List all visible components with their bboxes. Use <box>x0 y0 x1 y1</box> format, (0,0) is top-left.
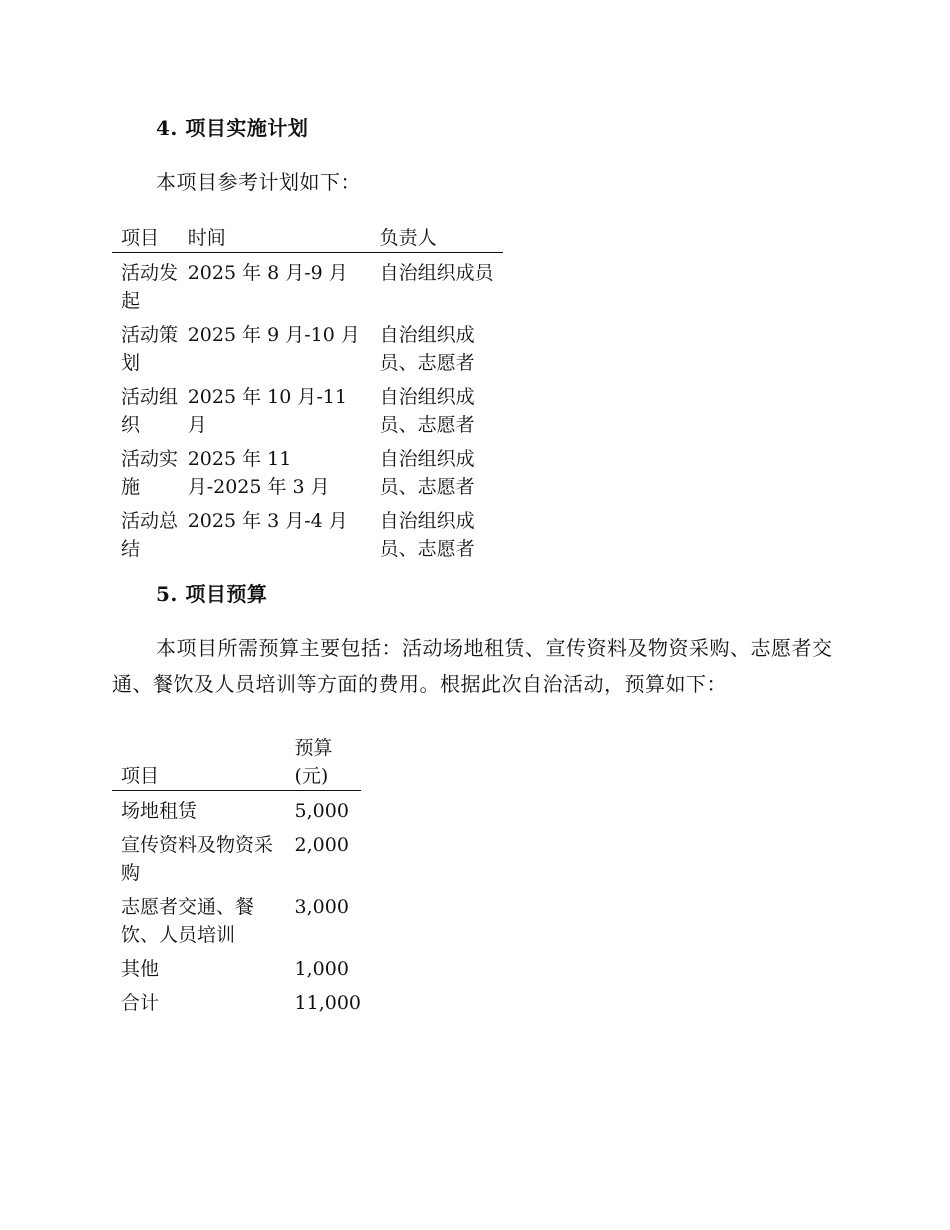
table-row <box>112 791 361 832</box>
plan-cell-item: 活动实施 <box>121 448 179 498</box>
table-row <box>112 955 361 989</box>
plan-cell-time: 2025 年 3 月-4 月 <box>187 510 348 532</box>
plan-cell-time: 2025 年 9 月-10 月 <box>187 324 360 346</box>
table-row <box>112 893 361 955</box>
budget-table <box>112 734 361 1023</box>
budget-cell-amount: 11,000 <box>294 992 361 1014</box>
budget-col-header-item: 项目 <box>112 734 286 791</box>
plan-cell-item: 活动策划 <box>121 324 179 374</box>
budget-cell-amount: 3,000 <box>294 896 349 918</box>
plan-cell-time: 2025 年 8 月-9 月 <box>187 262 348 284</box>
table-row <box>112 321 503 383</box>
plan-col-header-time: 时间 <box>179 224 371 253</box>
budget-cell-item: 志愿者交通、餐饮、人员培训 <box>121 896 255 946</box>
plan-cell-owner: 自治组织成员、志愿者 <box>379 386 475 436</box>
plan-table <box>112 224 503 569</box>
table-row <box>112 383 503 445</box>
plan-cell-owner: 自治组织成员、志愿者 <box>379 510 475 560</box>
plan-cell-time: 2025 年 10 月-11 月 <box>187 386 347 436</box>
budget-cell-amount: 1,000 <box>294 958 349 980</box>
section-5-heading: 5. 项目预算 <box>156 582 268 606</box>
budget-col-header-amount: 预算 (元) <box>286 734 361 791</box>
budget-cell-item: 合计 <box>121 992 160 1014</box>
plan-col-header-item: 项目 <box>112 224 179 253</box>
budget-cell-amount: 2,000 <box>294 834 349 856</box>
table-row <box>112 831 361 893</box>
budget-cell-item: 场地租赁 <box>121 800 198 822</box>
plan-col-header-owner: 负责人 <box>371 224 503 253</box>
section-5-intro: 本项目所需预算主要包括：活动场地租赁、宣传资料及物资采购、志愿者交通、餐饮及人员培训等方面的费用。根据此次自治活动，预算如下： <box>112 636 833 696</box>
table-row <box>112 507 503 569</box>
plan-table-header-row <box>112 224 503 253</box>
section-4-heading: 4. 项目实施计划 <box>156 116 309 140</box>
plan-cell-item: 活动组织 <box>121 386 179 436</box>
budget-table-header-row <box>112 734 361 791</box>
budget-cell-amount: 5,000 <box>294 800 349 822</box>
plan-cell-owner: 自治组织成员、志愿者 <box>379 324 475 374</box>
plan-cell-owner: 自治组织成员、志愿者 <box>379 448 475 498</box>
section-4-intro: 本项目参考计划如下： <box>156 170 361 194</box>
table-row <box>112 253 503 322</box>
table-row <box>112 445 503 507</box>
budget-cell-item: 宣传资料及物资采购 <box>121 834 274 884</box>
plan-cell-item: 活动发起 <box>121 262 179 312</box>
budget-cell-item: 其他 <box>121 958 160 980</box>
plan-cell-owner: 自治组织成员 <box>379 262 494 284</box>
plan-cell-item: 活动总结 <box>121 510 179 560</box>
table-row <box>112 989 361 1023</box>
plan-cell-time: 2025 年 11 月-2025 年 3 月 <box>187 448 330 498</box>
